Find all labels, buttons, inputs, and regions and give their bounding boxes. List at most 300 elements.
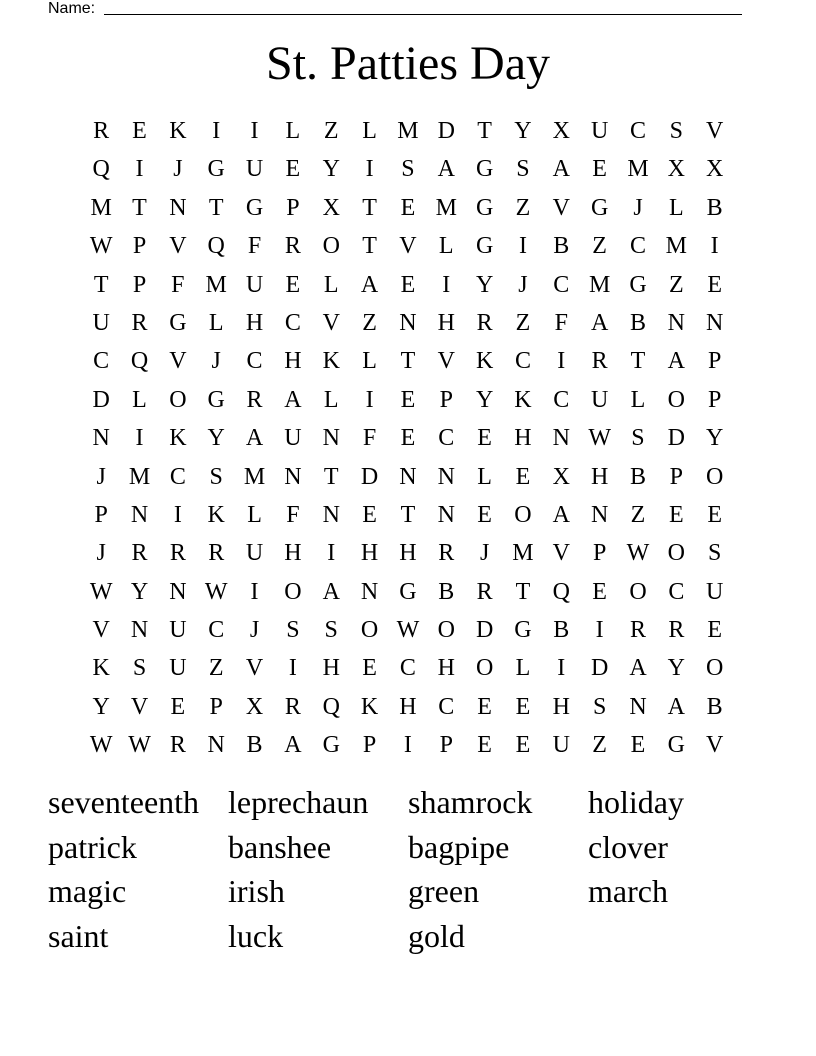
- grid-letter: R: [131, 309, 148, 336]
- grid-letter: V: [706, 732, 724, 759]
- word-bank-item: bagpipe: [408, 828, 510, 865]
- grid-letter: T: [630, 348, 646, 375]
- grid-letter: T: [132, 194, 147, 221]
- grid-letter: E: [630, 732, 646, 759]
- grid-letter: T: [93, 271, 109, 298]
- grid-letter: Z: [592, 233, 607, 260]
- grid-letter: U: [706, 578, 724, 605]
- grid-letter: C: [246, 348, 263, 375]
- grid-letter: O: [322, 233, 340, 260]
- grid-letter: A: [284, 386, 302, 413]
- grid-letter: H: [399, 540, 417, 567]
- word-bank-item: patrick: [48, 828, 137, 865]
- grid-letter: K: [92, 655, 110, 682]
- grid-letter: H: [245, 309, 264, 336]
- grid-letter: V: [437, 348, 455, 375]
- grid-letter: O: [360, 617, 379, 644]
- word-bank-item: banshee: [228, 828, 332, 865]
- word-bank: [48, 780, 768, 958]
- grid-letter: G: [245, 194, 264, 221]
- grid-letter: K: [322, 348, 340, 375]
- grid-letter: L: [208, 309, 224, 336]
- grid-letter: S: [707, 540, 722, 567]
- grid-letter: A: [322, 578, 340, 605]
- grid-letter: N: [437, 463, 455, 490]
- grid-letter: P: [209, 693, 223, 720]
- grid-letter: O: [629, 578, 647, 605]
- word-bank-row: [48, 914, 768, 959]
- grid-letter: Z: [362, 309, 377, 336]
- grid-letter: A: [437, 156, 455, 183]
- grid-letter: G: [475, 233, 494, 260]
- grid-letter: A: [245, 425, 264, 452]
- grid-letter: M: [128, 463, 151, 490]
- grid-letter: Y: [667, 655, 685, 682]
- grid-letter: E: [477, 501, 492, 528]
- grid-row: [82, 688, 734, 726]
- grid-letter: E: [592, 156, 607, 183]
- grid-letter: I: [212, 118, 221, 144]
- grid-letter: Z: [515, 309, 531, 336]
- grid-letter: C: [438, 693, 455, 720]
- grid-letter: M: [205, 271, 227, 298]
- word-bank-item: magic: [48, 873, 127, 910]
- grid-letter: Y: [130, 578, 149, 605]
- grid-letter: E: [707, 617, 722, 644]
- grid-letter: J: [96, 463, 106, 490]
- grid-letter: P: [132, 271, 147, 298]
- grid-letter: L: [668, 194, 684, 221]
- grid-letter: S: [132, 655, 147, 682]
- grid-letter: Q: [207, 233, 225, 260]
- grid-letter: N: [169, 578, 187, 605]
- grid-letter: N: [590, 501, 609, 528]
- grid-letter: E: [515, 463, 531, 490]
- grid-letter: E: [362, 655, 377, 682]
- grid-letter: O: [475, 655, 494, 682]
- grid-letter: U: [284, 425, 302, 452]
- grid-letter: L: [132, 386, 147, 413]
- grid-letter: E: [515, 732, 531, 759]
- grid-letter: D: [92, 386, 110, 413]
- grid-letter: V: [130, 693, 149, 720]
- grid-letter: I: [365, 386, 374, 413]
- word-bank-item: seventeenth: [48, 784, 200, 820]
- grid-letter: I: [710, 233, 719, 260]
- grid-letter: U: [552, 732, 570, 759]
- grid-letter: B: [629, 309, 646, 336]
- grid-letter: O: [284, 578, 302, 605]
- grid-letter: E: [477, 425, 492, 452]
- grid-letter: A: [629, 655, 647, 682]
- grid-letter: P: [132, 233, 147, 260]
- grid-letter: U: [590, 118, 609, 144]
- grid-letter: Q: [322, 693, 340, 720]
- grid-letter: Z: [592, 732, 607, 759]
- grid-letter: N: [667, 309, 685, 336]
- grid-letter: B: [706, 693, 723, 720]
- grid-row: [82, 649, 734, 687]
- grid-letter: E: [477, 732, 492, 759]
- grid-letter: C: [169, 463, 186, 490]
- grid-letter: E: [400, 425, 416, 452]
- grid-letter: S: [286, 617, 300, 644]
- grid-letter: M: [665, 233, 687, 260]
- grid-letter: F: [362, 425, 377, 452]
- grid-letter: O: [667, 386, 685, 413]
- grid-letter: K: [514, 386, 532, 413]
- grid-letter: C: [668, 578, 685, 605]
- letter-grid: [82, 112, 734, 765]
- word-bank-item: march: [588, 873, 668, 910]
- grid-letter: L: [323, 271, 339, 298]
- grid-letter: Z: [630, 501, 646, 528]
- grid-letter: B: [706, 194, 723, 221]
- grid-letter: A: [590, 309, 609, 336]
- grid-letter: L: [438, 233, 454, 260]
- grid-letter: Z: [323, 118, 339, 144]
- grid-letter: U: [245, 540, 264, 567]
- grid-letter: E: [515, 693, 531, 720]
- grid-letter: R: [438, 540, 455, 567]
- word-bank-item: green: [408, 873, 480, 910]
- grid-row: [82, 534, 734, 572]
- grid-letter: H: [514, 425, 532, 452]
- grid-letter: E: [362, 501, 377, 528]
- grid-letter: J: [211, 348, 221, 375]
- grid-letter: F: [171, 271, 185, 298]
- grid-letter: I: [250, 578, 259, 605]
- grid-letter: Y: [514, 118, 532, 144]
- grid-letter: L: [247, 501, 262, 528]
- grid-letter: R: [169, 540, 186, 567]
- grid-letter: H: [590, 463, 609, 490]
- grid-letter: A: [552, 501, 570, 528]
- grid-row: [82, 150, 734, 188]
- grid-letter: I: [250, 118, 259, 144]
- grid-letter: V: [169, 348, 187, 375]
- puzzle-title: St. Patties Day: [266, 37, 550, 90]
- grid-letter: I: [288, 655, 297, 682]
- grid-letter: E: [400, 194, 416, 221]
- grid-letter: Y: [475, 271, 494, 298]
- grid-letter: Z: [208, 655, 224, 682]
- grid-letter: P: [286, 194, 300, 221]
- grid-letter: J: [96, 540, 106, 567]
- grid-letter: W: [89, 578, 113, 605]
- grid-letter: N: [399, 309, 417, 336]
- grid-letter: H: [437, 655, 455, 682]
- grid-letter: W: [396, 617, 420, 644]
- grid-letter: H: [552, 693, 570, 720]
- grid-letter: P: [707, 386, 722, 413]
- word-bank-item: irish: [228, 873, 285, 910]
- grid-letter: R: [284, 693, 301, 720]
- grid-letter: N: [629, 693, 647, 720]
- grid-letter: V: [322, 309, 340, 336]
- grid-letter: I: [135, 425, 144, 452]
- grid-letter: L: [630, 386, 646, 413]
- word-bank-row: [48, 869, 768, 914]
- grid-letter: P: [439, 386, 453, 413]
- grid-letter: S: [631, 425, 645, 452]
- grid-letter: D: [437, 118, 455, 144]
- grid-letter: J: [633, 194, 643, 221]
- grid-letter: M: [588, 271, 611, 298]
- grid-letter: V: [399, 233, 417, 260]
- grid-letter: E: [400, 271, 416, 298]
- grid-letter: N: [130, 617, 149, 644]
- grid-letter: R: [591, 348, 608, 375]
- grid-letter: F: [286, 501, 300, 528]
- grid-letter: K: [169, 118, 187, 144]
- grid-letter: N: [706, 309, 724, 336]
- grid-row: [82, 381, 734, 419]
- grid-letter: U: [590, 386, 609, 413]
- grid-letter: X: [245, 693, 264, 720]
- grid-letter: I: [173, 501, 182, 528]
- grid-letter: L: [285, 118, 301, 144]
- grid-letter: A: [667, 693, 685, 720]
- grid-letter: W: [128, 732, 151, 759]
- grid-letter: N: [437, 501, 455, 528]
- grid-letter: L: [515, 655, 531, 682]
- grid-row: [82, 458, 734, 496]
- grid-letter: G: [667, 732, 685, 759]
- grid-letter: B: [553, 233, 570, 260]
- grid-letter: N: [169, 194, 187, 221]
- grid-letter: I: [327, 540, 336, 567]
- grid-letter: Q: [552, 578, 570, 605]
- grid-letter: T: [362, 233, 377, 260]
- grid-letter: Y: [207, 425, 225, 452]
- grid-letter: V: [552, 540, 570, 567]
- grid-letter: E: [170, 693, 186, 720]
- grid-letter: X: [322, 194, 340, 221]
- grid-letter: N: [207, 732, 225, 759]
- grid-letter: G: [399, 578, 417, 605]
- grid-letter: L: [362, 118, 377, 144]
- grid-letter: O: [514, 501, 532, 528]
- grid-letter: M: [397, 118, 419, 144]
- grid-letter: E: [477, 693, 492, 720]
- grid-letter: A: [552, 156, 570, 183]
- grid-letter: Q: [130, 348, 149, 375]
- grid-letter: O: [667, 540, 685, 567]
- grid-letter: J: [518, 271, 528, 298]
- grid-letter: R: [284, 233, 301, 260]
- grid-letter: H: [437, 309, 455, 336]
- grid-letter: C: [514, 348, 531, 375]
- grid-letter: D: [475, 617, 494, 644]
- name-field: [48, 0, 748, 18]
- grid-letter: S: [324, 617, 338, 644]
- grid-row: [82, 573, 734, 611]
- grid-row: [82, 496, 734, 534]
- grid-letter: T: [362, 194, 377, 221]
- grid-letter: C: [93, 348, 110, 375]
- grid-letter: E: [400, 386, 416, 413]
- grid-letter: Z: [668, 271, 684, 298]
- grid-letter: T: [208, 194, 224, 221]
- grid-row: [82, 342, 734, 380]
- name-blank-line: [104, 14, 742, 15]
- grid-letter: G: [590, 194, 609, 221]
- grid-letter: U: [169, 655, 187, 682]
- grid-letter: N: [322, 425, 340, 452]
- grid-letter: I: [557, 348, 566, 375]
- grid-letter: V: [552, 194, 570, 221]
- grid-letter: E: [592, 578, 607, 605]
- grid-letter: P: [439, 732, 453, 759]
- grid-letter: O: [437, 617, 455, 644]
- grid-row: [82, 227, 734, 265]
- grid-letter: T: [515, 578, 531, 605]
- word-bank-item: luck: [228, 917, 284, 954]
- grid-letter: V: [245, 655, 264, 682]
- grid-letter: G: [207, 156, 225, 183]
- grid-letter: M: [512, 540, 534, 567]
- grid-letter: G: [322, 732, 340, 759]
- grid-letter: S: [401, 156, 415, 183]
- grid-letter: C: [553, 271, 570, 298]
- grid-letter: F: [247, 233, 262, 260]
- grid-letter: G: [514, 617, 532, 644]
- grid-letter: P: [362, 732, 377, 759]
- grid-letter: M: [435, 194, 457, 221]
- grid-letter: T: [400, 501, 416, 528]
- grid-letter: R: [246, 386, 263, 413]
- grid-letter: V: [169, 233, 187, 260]
- grid-letter: N: [399, 463, 417, 490]
- grid-letter: F: [554, 309, 568, 336]
- grid-letter: I: [135, 156, 144, 183]
- grid-letter: I: [403, 732, 412, 759]
- grid-letter: M: [90, 194, 112, 221]
- grid-letter: P: [669, 463, 683, 490]
- grid-row: [82, 189, 734, 227]
- grid-letter: R: [169, 732, 186, 759]
- grid-letter: L: [323, 386, 339, 413]
- grid-letter: N: [284, 463, 302, 490]
- grid-letter: U: [169, 617, 187, 644]
- grid-letter: O: [706, 463, 724, 490]
- grid-letter: B: [629, 463, 646, 490]
- grid-letter: H: [399, 693, 417, 720]
- grid-letter: N: [322, 501, 340, 528]
- grid-letter: R: [629, 617, 646, 644]
- grid-letter: X: [667, 156, 685, 183]
- grid-letter: E: [668, 501, 684, 528]
- grid-letter: G: [475, 194, 494, 221]
- grid-letter: O: [706, 655, 724, 682]
- grid-letter: W: [204, 578, 228, 605]
- grid-letter: X: [706, 156, 724, 183]
- grid-letter: X: [552, 463, 570, 490]
- grid-letter: D: [667, 425, 685, 452]
- word-bank-row: [48, 825, 768, 870]
- grid-letter: I: [365, 156, 374, 183]
- grid-letter: J: [173, 156, 183, 183]
- grid-letter: C: [553, 386, 570, 413]
- grid-row: [82, 726, 734, 764]
- grid-letter: C: [399, 655, 416, 682]
- grid-letter: E: [707, 271, 722, 298]
- grid-letter: S: [516, 156, 530, 183]
- grid-letter: N: [360, 578, 379, 605]
- grid-letter: I: [595, 617, 604, 644]
- grid-letter: A: [667, 348, 685, 375]
- grid-letter: B: [553, 617, 570, 644]
- grid-letter: I: [557, 655, 566, 682]
- grid-letter: H: [322, 655, 340, 682]
- grid-letter: O: [169, 386, 187, 413]
- grid-letter: W: [588, 425, 611, 452]
- grid-letter: N: [552, 425, 570, 452]
- grid-letter: M: [243, 463, 266, 490]
- grid-letter: Q: [92, 156, 110, 183]
- grid-letter: L: [362, 348, 377, 375]
- grid-letter: T: [323, 463, 339, 490]
- word-bank-row: [48, 780, 768, 825]
- word-bank-item: leprechaun: [228, 784, 369, 820]
- word-bank-item: shamrock: [408, 784, 533, 820]
- grid-row: [82, 266, 734, 304]
- grid-letter: A: [284, 732, 302, 759]
- grid-letter: N: [92, 425, 110, 452]
- grid-letter: B: [438, 578, 455, 605]
- grid-letter: U: [92, 309, 110, 336]
- word-bank-item: saint: [48, 917, 109, 954]
- grid-letter: Y: [92, 693, 110, 720]
- grid-letter: Y: [475, 386, 494, 413]
- grid-letter: Z: [515, 194, 531, 221]
- grid-letter: U: [245, 156, 264, 183]
- grid-letter: A: [360, 271, 379, 298]
- grid-letter: G: [475, 156, 494, 183]
- grid-letter: G: [629, 271, 647, 298]
- grid-letter: U: [245, 271, 264, 298]
- grid-letter: W: [626, 540, 650, 567]
- word-bank-item: gold: [408, 917, 465, 954]
- grid-letter: H: [284, 540, 302, 567]
- grid-letter: N: [130, 501, 149, 528]
- grid-letter: B: [246, 732, 263, 759]
- grid-letter: C: [438, 425, 455, 452]
- grid-letter: D: [590, 655, 609, 682]
- grid-letter: E: [285, 156, 301, 183]
- grid-letter: R: [93, 118, 110, 144]
- grid-letter: H: [360, 540, 379, 567]
- grid-letter: K: [207, 501, 225, 528]
- grid-letter: K: [360, 693, 379, 720]
- grid-letter: W: [89, 732, 113, 759]
- grid-letter: X: [552, 118, 570, 144]
- grid-letter: R: [476, 578, 493, 605]
- grid-letter: L: [477, 463, 492, 490]
- grid-letter: T: [400, 348, 416, 375]
- grid-letter: E: [132, 118, 147, 144]
- grid-letter: R: [476, 309, 493, 336]
- grid-letter: S: [209, 463, 223, 490]
- grid-letter: E: [707, 501, 722, 528]
- grid-row: [82, 611, 734, 649]
- grid-letter: P: [592, 540, 607, 567]
- grid-row: [82, 304, 734, 342]
- grid-letter: C: [284, 309, 301, 336]
- grid-letter: Y: [706, 425, 724, 452]
- grid-letter: V: [706, 118, 724, 144]
